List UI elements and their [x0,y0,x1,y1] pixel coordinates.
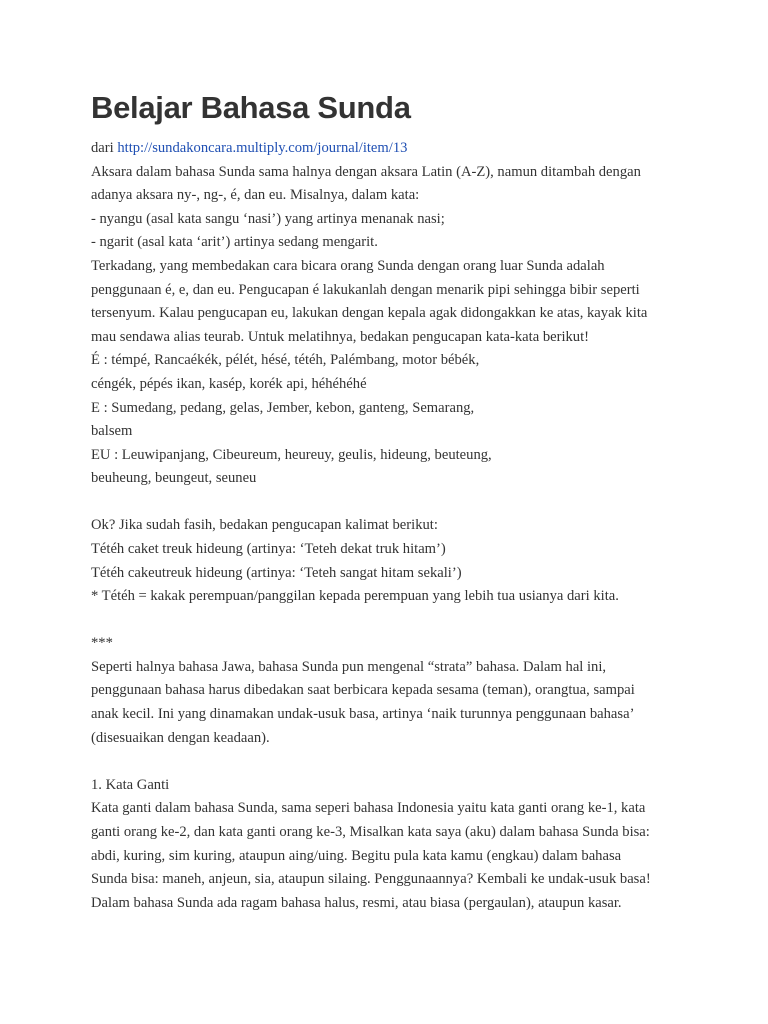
source-prefix: dari [91,140,118,156]
paragraph-line: Terkadang, yang membedakan cara bicara orang Sunda dengan orang luar Sunda adalah [91,257,605,274]
source-line [91,137,691,161]
paragraph-line: penggunaan bahasa harus dibedakan saat berbicara kepada sesama (teman), orangtua, sampai [91,682,635,699]
paragraph-line: * Tétéh = kakak perempuan/panggilan kepada perempuan yang lebih tua usianya dari kita. [91,588,619,605]
paragraph-line: Ok? Jika sudah fasih, bedakan pengucapan kalimat berikut: [91,517,438,534]
paragraph-line: penggunaan é, e, dan eu. Pengucapan é lakukanlah dengan menarik pipi sehingga bibir seperti [91,281,640,298]
page-title: Belajar Bahasa Sunda [91,90,411,125]
paragraph-line: Dalam bahasa Sunda ada ragam bahasa halus, resmi, atau biasa (pergaulan), ataupun kasar. [91,894,622,911]
paragraph-line: Seperti halnya bahasa Jawa, bahasa Sunda pun mengenal “strata” bahasa. Dalam hal ini, [91,658,607,675]
paragraph-line: É : témpé, Rancaékék, pélét, hésé, tétéh, Palémbang, motor bébék, [91,352,480,369]
paragraph-line: - nyangu (asal kata sangu ‘nasi’) yang artinya menanak nasi; [91,210,445,227]
paragraph-line: céngék, pépés ikan, kasép, korék api, héhéhéhé [91,375,367,392]
section-heading: 1. Kata Ganti [91,776,170,793]
paragraph-spacer [91,750,691,774]
article-body [91,137,691,915]
paragraph-line: abdi, kuring, sim kuring, ataupun aing/uing. Begitu pula kata kamu (engkau) dalam bahasa [91,847,622,864]
paragraph-line: balsem [91,423,133,440]
paragraph-line: beuheung, beungeut, seuneu [91,470,257,487]
paragraph-spacer [91,491,691,515]
paragraph-line: Kata ganti dalam bahasa Sunda, sama seperi bahasa Indonesia yaitu kata ganti orang ke-1, kata [91,800,646,817]
paragraph-spacer [91,609,691,633]
paragraph-line: E : Sumedang, pedang, gelas, Jember, kebon, ganteng, Semarang, [91,399,475,416]
paragraph-line: EU : Leuwipanjang, Cibeureum, heureuy, geulis, hideung, beuteung, [91,446,492,463]
paragraph-line: Aksara dalam bahasa Sunda sama halnya dengan aksara Latin (A-Z), namun ditambah dengan [91,163,641,180]
paragraph-line: adanya aksara ny-, ng-, é, dan eu. Misalnya, dalam kata: [91,187,420,204]
paragraph-line: tersenyum. Kalau pengucapan eu, lakukan dengan kepala agak didongakkan ke atas, kayak kita [91,305,648,322]
paragraph-line: mau sendawa alias teurab. Untuk melatihnya, bedakan pengucapan kata-kata berikut! [91,328,590,345]
paragraph-line: (disesuaikan dengan keadaan). [91,729,270,746]
paragraph-line: anak kecil. Ini yang dinamakan undak-usuk basa, artinya ‘naik turunnya penggunaan bahasa’ [91,706,635,723]
paragraph-line: Tétéh caket treuk hideung (artinya: ‘Teteh dekat truk hitam’) [91,541,446,557]
paragraph-line: - ngarit (asal kata ‘arit’) artinya sedang mengarit. [91,234,378,251]
section-divider: *** [91,635,113,652]
paragraph-line: Sunda bisa: maneh, anjeun, sia, ataupun silaing. Penggunaannya? Kembali ke undak-usuk basa! [91,871,651,888]
source-link[interactable]: http://sundakoncara.multiply.com/journal/item/13 [117,140,408,156]
paragraph-line: ganti orang ke-2, dan kata ganti orang ke-3, Misalkan kata saya (aku) dalam bahasa Sunda bisa: [91,823,650,840]
paragraph-line: Tétéh cakeutreuk hideung (artinya: ‘Teteh sangat hitam sekali’) [91,564,462,581]
